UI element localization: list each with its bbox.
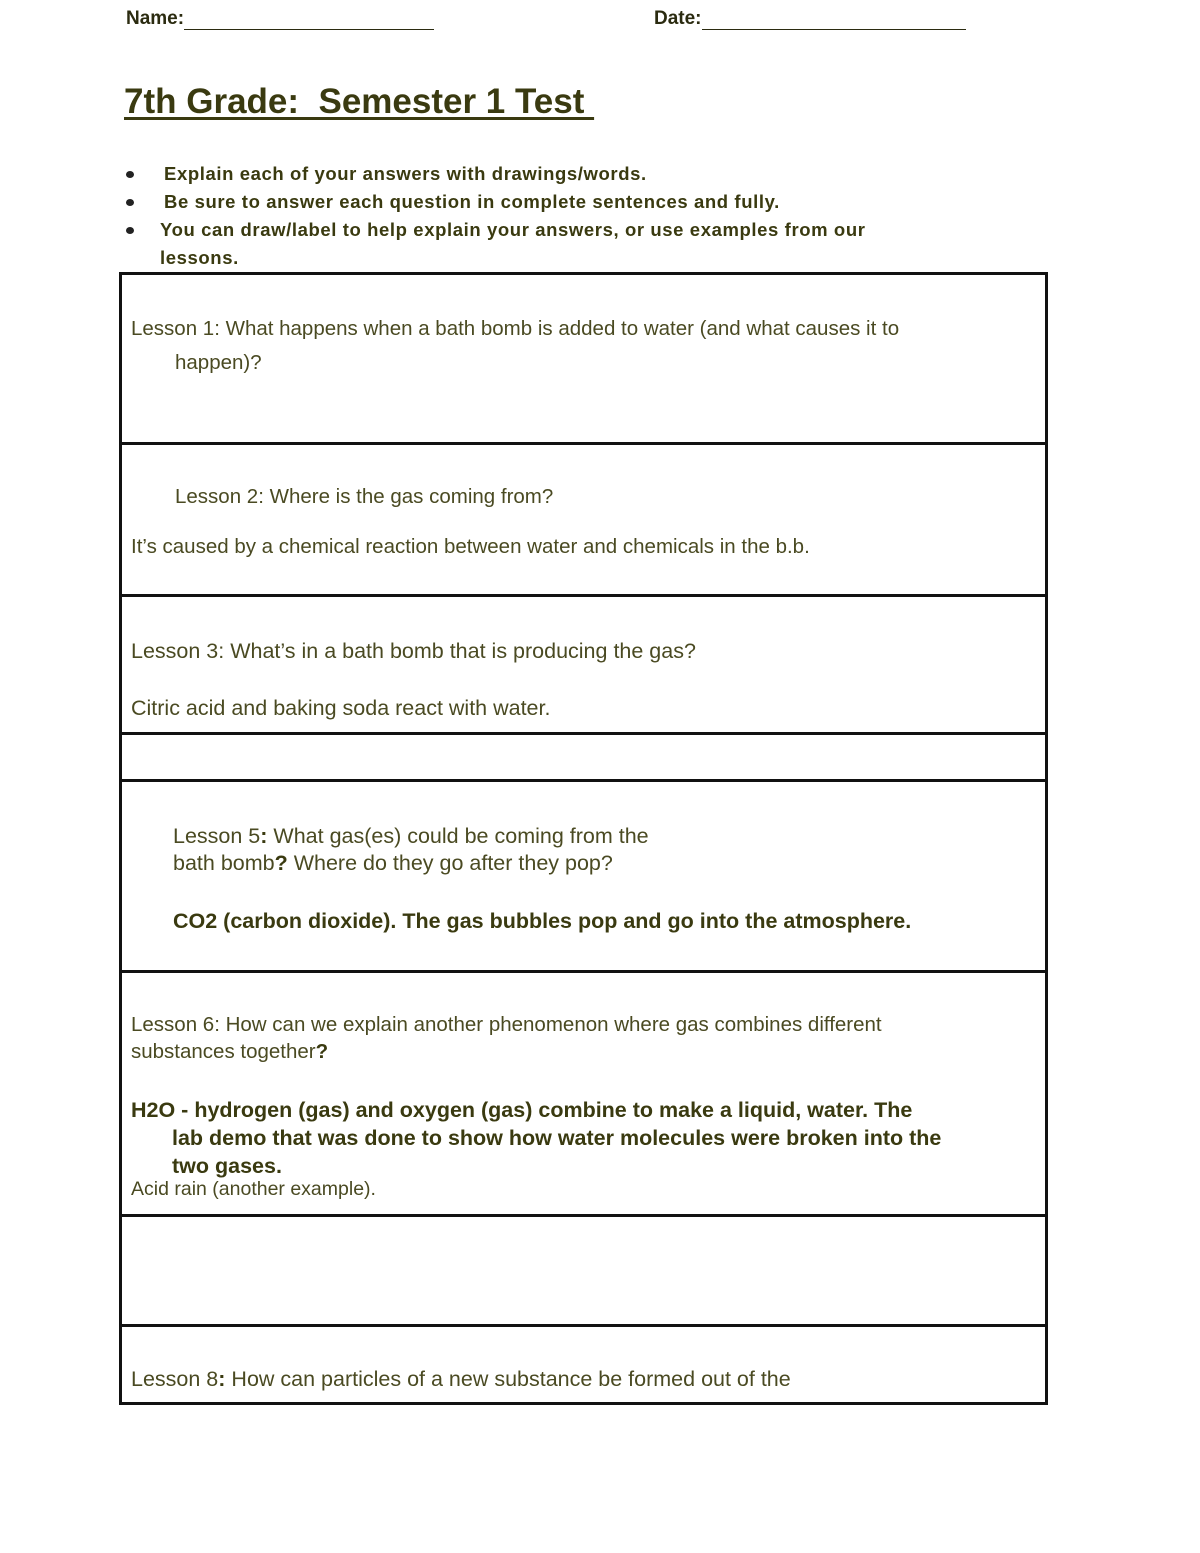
instruction-item: Be sure to answer each question in complete sentences and fully. [124, 188, 924, 216]
page-title: 7th Grade: Semester 1 Test [124, 82, 595, 121]
lesson-8-question: Lesson 8: How can particles of a new substance be formed out of the [131, 1367, 791, 1391]
lesson-6-extra-answer[interactable]: Acid rain (another example). [131, 1178, 376, 1200]
name-blank-line[interactable] [184, 11, 434, 30]
name-field[interactable] [126, 8, 434, 30]
instructions-list [124, 160, 924, 272]
lesson-6-answer[interactable]: H2O - hydrogen (gas) and oxygen (gas) combine to make a liquid, water. The lab demo that was done to show how water molecules were broken into the two gases. [131, 1098, 942, 1178]
lesson-5-row [122, 779, 1045, 973]
date-label: Date: [654, 8, 702, 29]
lesson-1-row [122, 275, 1045, 445]
lesson-7-row-blank[interactable] [122, 1214, 1045, 1327]
lesson-2-answer[interactable]: It’s caused by a chemical reaction between water and chemicals in the b.b. [131, 535, 810, 558]
lesson-8-row [122, 1324, 1045, 1402]
lesson-3-question: Lesson 3: What’s in a bath bomb that is producing the gas? [131, 639, 696, 663]
lesson-2-question: Lesson 2: Where is the gas coming from? [175, 485, 554, 508]
lessons-table [119, 272, 1048, 1405]
lesson-4-row-blank[interactable] [122, 732, 1045, 782]
instruction-item: You can draw/label to help explain your answers, or use examples from our lessons. [124, 216, 895, 272]
lesson-3-answer[interactable]: Citric acid and baking soda react with water. [131, 696, 551, 720]
lesson-1-question: Lesson 1: What happens when a bath bomb is added to water (and what causes it to happen)? [131, 317, 900, 374]
lesson-6-question: Lesson 6: How can we explain another phenomenon where gas combines different substances together? [131, 1013, 882, 1063]
date-blank-line[interactable] [702, 11, 966, 30]
lesson-5-question: Lesson 5: What gas(es) could be coming from the bath bomb? Where do they go after they pop? [173, 824, 649, 875]
lesson-5-answer[interactable]: CO2 (carbon dioxide). The gas bubbles pop and go into the atmosphere. [173, 909, 912, 933]
lesson-2-row [122, 442, 1045, 597]
instruction-item: Explain each of your answers with drawings/words. [124, 160, 924, 188]
lesson-3-row [122, 594, 1045, 735]
date-field[interactable] [654, 8, 966, 30]
name-label: Name: [126, 8, 185, 29]
lesson-6-row [122, 970, 1045, 1217]
